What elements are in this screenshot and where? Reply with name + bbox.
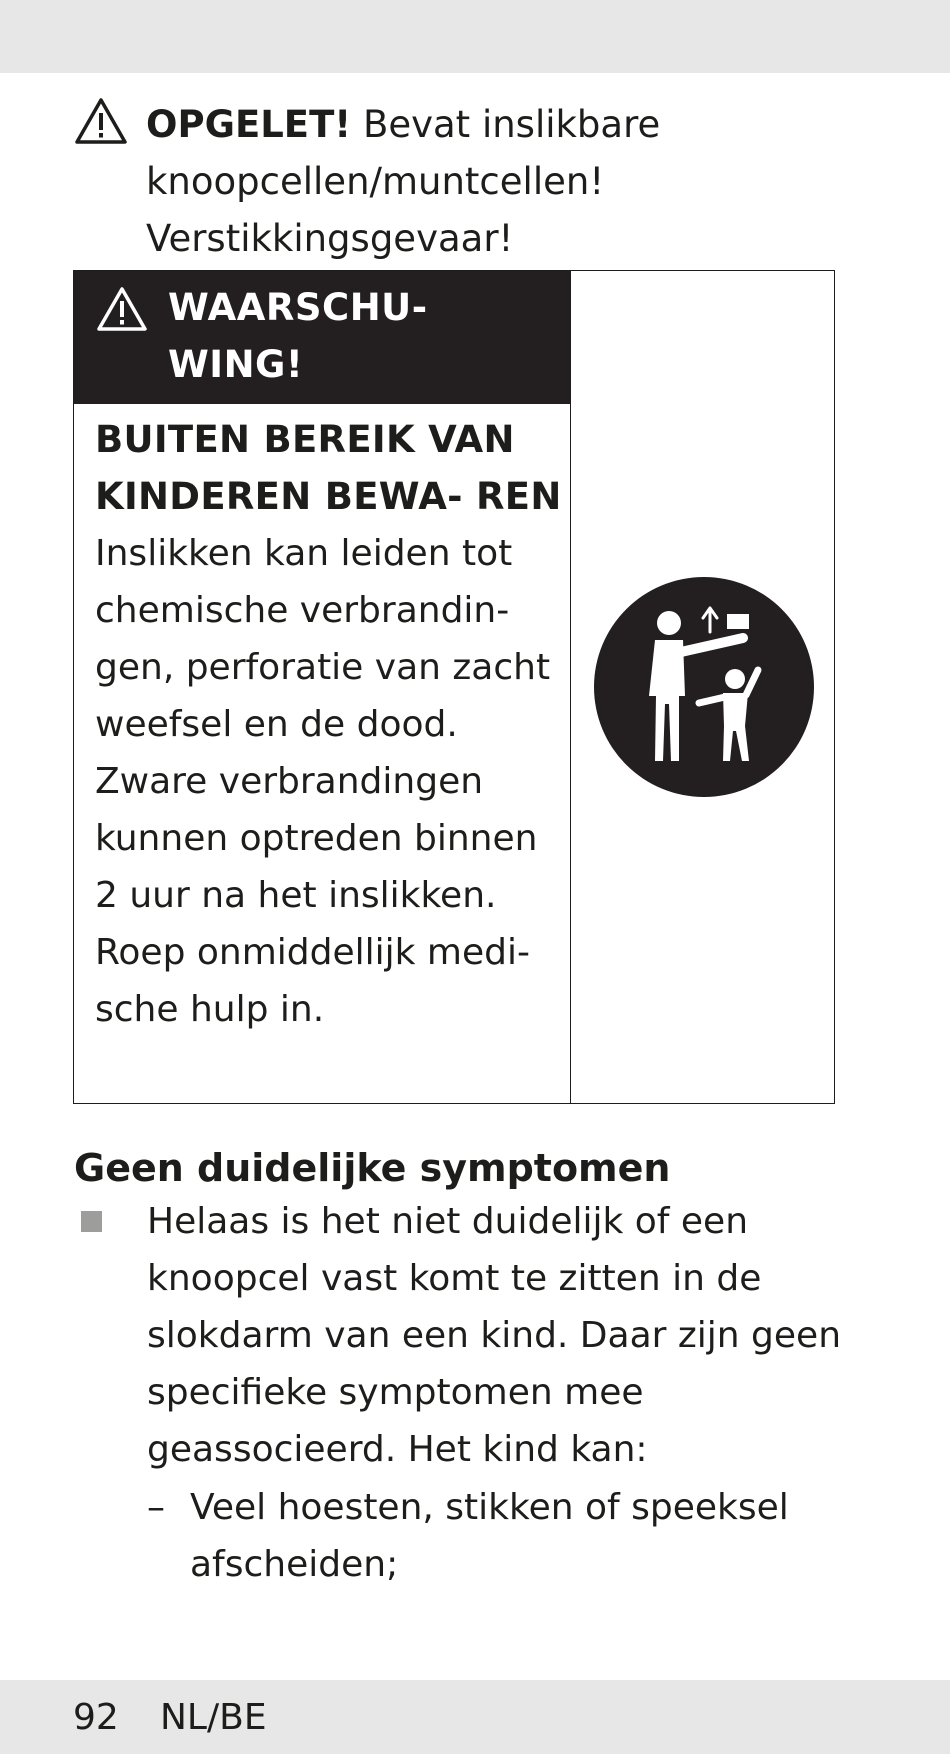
caution-body: Bevat inslikbare knoopcellen/muntcellen! Verstikkingsgevaar! — [146, 103, 661, 260]
warning-subheading: BUITEN BEREIK VAN KINDEREN BEWA- REN — [95, 418, 562, 518]
warning-header — [74, 271, 570, 404]
dash-marker: – — [147, 1487, 165, 1528]
warning-title-line1: WAARSCHU- — [168, 286, 428, 329]
warning-title — [168, 279, 428, 393]
dash-item-text: Veel hoesten, stikken of speeksel afscheiden; — [190, 1487, 789, 1585]
warning-body — [95, 411, 565, 1038]
page-number: 92 — [73, 1697, 119, 1738]
warning-box — [73, 270, 835, 1104]
warning-text-column — [74, 271, 571, 1103]
bullet-text: Helaas is het niet duidelijk of een knoopcel vast komt te zitten in de slokdarm van een kind. Daar zijn geen specifieke symptomen mee geassocieerd. Het kind kan: — [147, 1201, 842, 1470]
language-code: NL/BE — [160, 1697, 267, 1738]
caution-text — [146, 96, 846, 267]
square-bullet-icon — [81, 1211, 102, 1232]
keep-away-from-children-icon — [593, 576, 815, 798]
caution-label: OPGELET! — [146, 103, 352, 146]
header-band — [0, 0, 950, 73]
section-title: Geen duidelijke symptomen — [74, 1146, 671, 1190]
warning-triangle-icon — [74, 96, 128, 146]
warning-paragraph: Inslikken kan leiden tot chemische verbrandin- gen, perforatie van zacht weefsel en de dood. Zware verbrandingen kunnen optreden binnen 2 uur na het inslikken. Roep onmiddellijk medi- sche hulp in. — [95, 533, 551, 1030]
footer-band — [0, 1680, 950, 1754]
warning-title-line2: WING! — [168, 343, 304, 386]
warning-triangle-icon — [96, 285, 148, 333]
